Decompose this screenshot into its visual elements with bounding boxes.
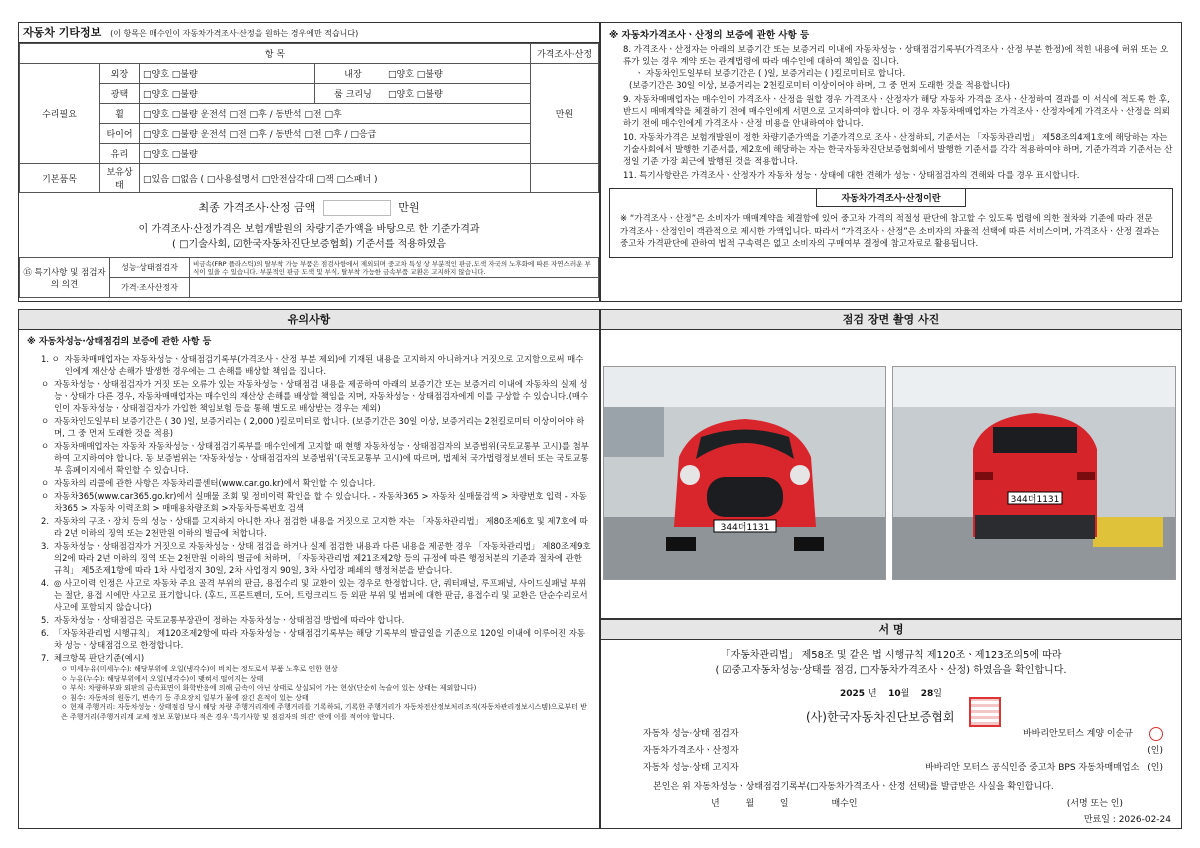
inspector-sign-label: 자동차 성능·상태 점검자: [643, 729, 739, 739]
col-item: 항 목: [20, 44, 531, 64]
note-item: [41, 614, 591, 626]
inspector-sign-name: 바바리안모터스 계양 이순규: [1022, 729, 1133, 739]
notes-title: ※ 자동차성능·상태점검의 보증에 관한 사항 등: [27, 337, 212, 347]
sign-month: 10: [888, 689, 901, 699]
repair-label: 수리필요: [20, 64, 100, 164]
basic-label: 기본품목: [20, 164, 100, 193]
final-price-input[interactable]: [323, 200, 391, 216]
org-seal: [969, 697, 1001, 727]
notifier-sign-mark[interactable]: (인): [1147, 763, 1163, 773]
note-text: 자동차성능ㆍ상태점검자가 거짓으로 자동차성능ㆍ상태 점검을 하거나 실제 점검한 내용과 다른 내용을 제공한 경우 「자동차관리법」 제80조제9호의2에 따라 2년 이하의 징역 또는 2천만원 이하의 벌금에 처하며, 「자동차관리법 제21조제2항 등의 규정에 따른 행정처분의 기준과 절차에 관한 규칙」 제5조제1항에 따라 1차 사업정지 30일, 2차 사업정지 90일, 3차 사업장 폐쇄의 행정처분을 받습니다.: [54, 541, 591, 575]
note-text: 자동차성능ㆍ상태점검은 국토교통부장관이 정하는 자동차성능ㆍ상태점검 방법에 따라야 합니다.: [54, 615, 405, 625]
sign-day: 28: [920, 689, 934, 699]
note-text: ◎ 사고이력 인정은 사고로 자동차 주요 골격 부위의 판금, 용접수리 및 교환이 있는 경우로 한정합니다. 단, 쿼터패널, 루프패널, 사이드실패널 부위는 절단, 용접 시에만 사고로 표기합니다. (후드, 프론트펜더, 도어, 트렁크리드 등 외판 부위 및 범퍼에 대한 판금, 용접수리 및 교환은 단순수리로서 사고에 포함되지 않습니다): [54, 578, 588, 612]
note-number: ㅇ: [41, 379, 50, 389]
opinion-label: ⑮ 특기사항 및 점검자의 의견: [20, 258, 110, 298]
row-label-b: 룸 크리닝: [334, 90, 372, 100]
section-subtitle: (이 항목은 매수인이 자동차가격조사·산정을 원하는 경우에만 적습니다): [110, 29, 359, 38]
guarantee-p9: 9. 자동차매매업자는 매수인이 가격조사ㆍ산정을 원할 경우 가격조사ㆍ산정자가 해당 자동차 가격을 조사ㆍ산정하여 결과를 이 서식에 적도록 한 후, 반드시 매매계약을 체결하기 전에 매수인에게 서면으로 고지하여야 합니다. 이 경우 자동차매매업자는 가격조사ㆍ산정자에게 가격조사ㆍ산정을 의뢰하기 전에 매수인에게 가격조사ㆍ산정 비용을 안내하여야 합니다.: [623, 95, 1170, 129]
note-text: 자동차매매업자는 자동차 자동차성능ㆍ상태점검기록부를 매수인에게 고지할 때 현행 자동차성능ㆍ상태점검자의 보증범위(국토교통부 고시)를 첨부하여 고지하여야 합니다. 동 보증범위는 ‘자동차성능ㆍ상태점검자의 보증범위’(국토교통부 고시)에 따르며, 법제처 국가법령정보센터 또는 국토교통부 홈페이지에서 확인할 수 있습니다.: [54, 441, 589, 475]
basic-options[interactable]: □있음 □없음 ( □사용설명서 □안전삼각대 □잭 □스패너 ): [140, 164, 531, 193]
inspector-opinion: 비금속(FRP 플라스틱)의 탈부착 가능 부품은 점검사항에서 제외되며 중고차 특성 상 부분적인 판금,도색 자국의 노후화에 따른 자연스러운 부식이 있을 수 있습니다. 부분적인 판금 도색 및 부식, 탈부착 가능한 금속부품 교환은 고지하지 않습니다.: [190, 258, 599, 278]
basis-line1: 이 가격조사·산정가격은 보험개발원의 차량기준가액을 바탕으로 한 기준가격과: [138, 224, 480, 235]
notifier-sign-label: 자동차 성능·상태 고지자: [643, 763, 739, 773]
note-item: [41, 652, 591, 664]
row-label: 타이어: [100, 124, 140, 144]
extra-info-table: [19, 43, 599, 193]
notifier-sign-name: 바바리안 모터스 공식인증 중고차 BPS 자동차매매업소: [925, 763, 1140, 773]
note-text: 자동차의 리콜에 관한 사항은 자동차리콜센터(www.car.go.kr)에서 확인할 수 있습니다.: [54, 478, 376, 488]
note-text: 자동차365(www.car365.go.kr)에서 실매물 조회 및 정비이력 확인을 할 수 있습니다. - 자동차365 > 자동차 실매물검색 > 차량번호 입력 - 자동차365 > 자동차 이력조회 > 매매용차량조회 >자동차등록번호 검색: [54, 491, 587, 513]
guarantee-title: ※ 자동차가격조사ㆍ산정의 보증에 관한 사항 등: [609, 30, 810, 41]
note-text: 자동차매매업자는 자동차성능ㆍ상태점검기록부(가격조사ㆍ산정 부분 제외)에 기재된 내용을 고지하지 아니하거나 거짓으로 고지함으로써 매수인에게 재산상 손해가 발생한 경우에는 그 손해를 배상할 책임을 집니다.: [64, 354, 584, 376]
car-rear-photo: [892, 366, 1176, 580]
row-label: 광택: [100, 84, 140, 104]
note-text: 자동차성능ㆍ상태점검자가 거짓 또는 오류가 있는 자동차성능ㆍ상태점검 내용을 제공하여 아래의 보증기간 또는 보증거리 이내에 자동차의 실제 성능ㆍ상태가 다른 경우, 자동차매매업자는 매수인의 재산상 손해를 배상할 책임을 지며, 자동차성능ㆍ상태점검자에게 이를 구상할 수 있습니다.(매수인이 자동차성능ㆍ상태점검자가 가입한 책임보험 등을 통해 별도로 배상받는 경우는 제외): [54, 379, 589, 413]
section-title: 자동차 기타정보: [23, 26, 102, 39]
sign-month-unit: 월: [900, 689, 910, 699]
note-text: 체크항목 판단기준(예시): [54, 653, 145, 663]
guarantee-p10: 10. 자동차가격은 보험개발원이 정한 차량기준가액을 기준가격으로 조사ㆍ산정하되, 기준서는 「자동차관리법」 제58조의4제1호에 해당하는 자는 기술사회에서 발행한 기준서를, 제2호에 해당하는 자는 한국자동차진단보증협회에서 발행한 기준서를 각각 적용하여야 하며, 기준가격과 기준서는 산정일 기준 가장 최근에 발행된 것을 적용합니다.: [623, 133, 1173, 167]
sign-date: [601, 686, 1181, 699]
note-number: 2.: [41, 516, 49, 526]
photos-header: 점검 장면 촬영 사진: [601, 310, 1181, 330]
note-item: [41, 627, 591, 651]
note-number: 5.: [41, 615, 49, 625]
basis-line2[interactable]: ( □기술사회, ☑한국자동차진단보증협회) 기준서를 적용하였음: [172, 239, 446, 250]
rear-plate-text: 344더1131: [1010, 495, 1060, 505]
receipt-line[interactable]: 본인은 위 자동차성능ㆍ상태점검기록부(□자동차가격조사ㆍ산정 선택)를 발급받은 사실을 확인합니다.: [653, 782, 1054, 792]
criteria-item: ㅇ 침수: 자동차의 원동기, 변속기 등 주요장치 일부가 물에 잠긴 흔적이 있는 상태: [61, 693, 309, 702]
note-number: 4.: [41, 578, 49, 588]
row-options-b[interactable]: [315, 64, 531, 84]
row-options-b-val: □양호 □불량: [388, 70, 443, 80]
note-number: ㅇ: [41, 478, 50, 488]
what-title: 자동차가격조사·산정이란: [816, 188, 966, 207]
note-number: ㅇ: [41, 441, 50, 451]
note-number: 1. ㅇ: [41, 354, 60, 364]
signature-section: [600, 619, 1182, 829]
row-options[interactable]: □양호 □불량: [140, 84, 315, 104]
guarantee-p11: 11. 특기사항란은 가격조사ㆍ산정자가 자동차 성능ㆍ상태에 대한 견해가 성능ㆍ상태점검자의 견해와 다를 경우 표시합니다.: [623, 171, 1080, 181]
note-number: 7.: [41, 653, 49, 663]
car-front-photo: [603, 366, 886, 580]
note-item: [41, 515, 591, 539]
note-number: ㅇ: [41, 416, 50, 426]
sign-day-unit: 일: [933, 689, 942, 699]
extra-info-section: [18, 22, 600, 302]
opinion-table: [19, 257, 599, 298]
row-options-b[interactable]: [315, 84, 531, 104]
row-label: 휠: [100, 104, 140, 124]
guarantee-p8a: ㆍ 자동차인도일부터 보증기간은 ( )일, 보증거리는 ( )킬로미터로 합니다.: [635, 69, 906, 79]
final-price-unit: 만원: [398, 201, 420, 214]
col-price: 가격조사·산정: [531, 44, 599, 64]
row-options[interactable]: □양호 □불량: [140, 144, 531, 164]
sign-org: (사)한국자동차진단보증협회: [806, 710, 955, 724]
sign-line2[interactable]: ( ☑중고자동차성능·상태를 점검, □자동차가격조사ㆍ산정) 하였음을 확인합니다.: [715, 665, 1067, 676]
row-options-b-val: □양호 □불량: [388, 90, 443, 100]
note-item: [41, 477, 591, 489]
notes-header: 유의사항: [19, 310, 599, 330]
photos-section: [600, 309, 1182, 619]
expiry: 만료일 : 2026-02-24: [1083, 815, 1171, 825]
note-item: [41, 353, 591, 377]
notes-list: [27, 353, 591, 664]
note-item: [41, 577, 591, 613]
note-number: ㅇ: [41, 491, 50, 501]
appraiser-sign-label: 자동차가격조사ㆍ산정자: [643, 746, 739, 756]
front-plate-text: 344더1131: [720, 523, 770, 533]
note-item: [41, 378, 591, 414]
appraiser-sign-mark[interactable]: (인): [1147, 746, 1163, 756]
row-options[interactable]: □양호 □불량 운전석 □전 □후 / 동반석 □전 □후: [140, 104, 531, 124]
price-guarantee-section: [600, 22, 1182, 302]
notes-section: [18, 309, 600, 829]
appraiser-label: 가격·조사산정자: [110, 278, 190, 298]
criteria-list: [27, 665, 591, 722]
final-price-label: 최종 가격조사·산정 금액: [198, 201, 316, 214]
row-label-b: 내장: [344, 70, 362, 80]
criteria-item: ㅇ 누유(누수): 해당부위에서 오일(냉각수)이 맺혀서 떨어지는 상태: [61, 674, 264, 683]
inspector-label: 성능·상태점검자: [110, 258, 190, 278]
sign-year-unit: 년: [867, 689, 877, 699]
note-item: [41, 440, 591, 476]
signature-header: 서 명: [601, 620, 1181, 640]
row-options[interactable]: □양호 □불량 운전석 □전 □후 / 동반석 □전 □후 / □응급: [140, 124, 531, 144]
row-label: 유리: [100, 144, 140, 164]
appraiser-opinion[interactable]: [190, 278, 599, 298]
price-won: 만원: [531, 64, 599, 164]
criteria-item: ㅇ 미세누유(미세누수): 해당부위에 오일(냉각수)이 비치는 정도로서 부품 노후로 인한 현상: [61, 665, 338, 673]
what-box: [609, 188, 1173, 258]
note-text: 자동차인도일부터 보증기간은 ( 30 )일, 보증거리는 ( 2,000 )킬로미터로 합니다. (보증기간은 30일 이상, 보증거리는 2천킬로미터 이상이어야 하며, 그 중 먼저 도래한 것을 적용): [54, 416, 585, 438]
sign-year: 2025: [839, 689, 866, 699]
what-text: ※ “가격조사ㆍ산정”은 소비자가 매매계약을 체결함에 있어 중고차 가격의 적절성 판단에 참고할 수 있도록 법령에 의한 절차와 기준에 따라 전문 가격조사ㆍ산정인이 객관적으로 제시한 가액입니다. 따라서 “가격조사ㆍ산정”은 소비자의 자율적 선택에 따른 서비스이며, 가격조사ㆍ산정 결과는 중고차 가격판단에 관하여 법적 구속력은 없고 소비자의 구매여부 결정에 참고자료로 활용됩니다.: [620, 214, 1160, 249]
note-item: [41, 415, 591, 439]
criteria-item: ㅇ 부식: 차량하부와 외판의 금속표면이 화학반응에 의해 금속이 아닌 상태로 상실되어 가는 현상(단순히 녹슬어 있는 상태는 제외합니다): [61, 684, 477, 692]
note-number: 6.: [41, 628, 49, 638]
buyer-row: 년 월 일 매수인: [711, 799, 858, 809]
row-label: 외장: [100, 64, 140, 84]
note-text: 「자동차관리법 시행규칙」 제120조제2항에 따라 자동차성능ㆍ상태점검기록부는 해당 기록부의 발급일을 기준으로 120일 이내에 이루어진 자동차 성능ㆍ상태점검으로 한정합니다.: [54, 628, 585, 650]
note-item: [41, 540, 591, 576]
basic-item: 보유상태: [100, 164, 140, 193]
buyer-sign[interactable]: (서명 또는 인): [1066, 799, 1123, 809]
note-number: 3.: [41, 541, 49, 551]
inspector-seal: [1149, 727, 1163, 741]
note-item: [41, 490, 591, 514]
guarantee-p8b: (보증기간은 30일 이상, 보증거리는 2천킬로미터 이상이어야 하며, 그 중 먼저 도래한 것을 적용합니다): [629, 81, 1010, 91]
guarantee-p8: 8. 가격조사ㆍ산정자는 아래의 보증기간 또는 보증거리 이내에 자동차성능ㆍ상태점검기록부(가격조사ㆍ산정 부분 한정)에 적힌 내용에 허위 또는 오류가 있는 경우 계약 또는 관계법령에 따라 매수인에 대하여 책임을 집니다.: [623, 45, 1169, 67]
row-options[interactable]: □양호 □불량: [140, 64, 315, 84]
note-text: 자동차의 구조ㆍ장치 등의 성능ㆍ상태를 고지하지 아니한 자나 점검한 내용을 거짓으로 고지한 자는 「자동차관리법」 제80조제6호 및 제7호에 따라 2년 이하의 징역 또는 2천만원 이하의 벌금에 처합니다.: [54, 516, 588, 538]
sign-line1: 「자동차관리법」 제58조 및 같은 법 시행규칙 제120조ㆍ제123조의5에 따라: [720, 650, 1062, 661]
criteria-item: ㅇ 현재 주행거리: 자동차성능ㆍ상태점검 당시 해당 차량 주행거리계에 주행거리를 기록하되, 기록한 주행거리가 자동차전산정보처리조직(자동차관리정보시스템)으로부터 받은 주행거리(주행거리계 교체 정보 포함)보다 적은 경우 '특기사항 및 점검자의 의견' 란에 이를 적어야 합니다.: [61, 703, 587, 721]
